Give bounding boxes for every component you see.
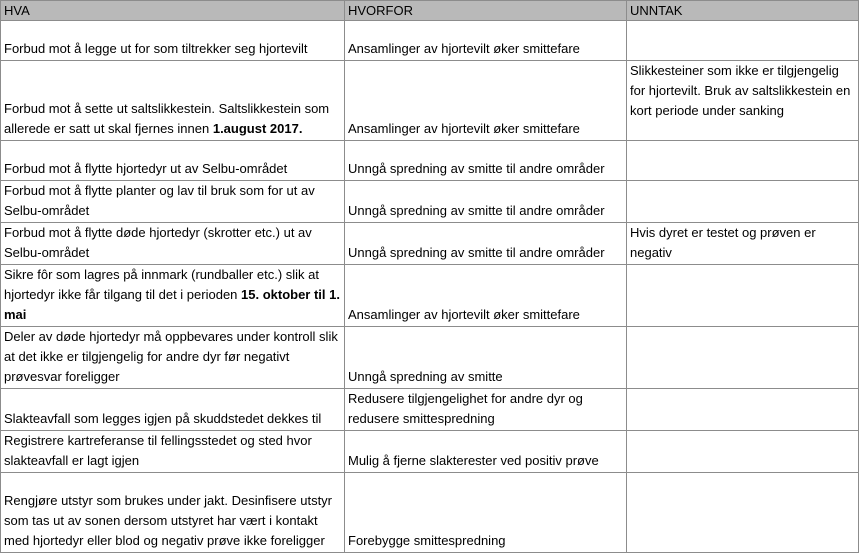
cell-hvorfor[interactable] (345, 473, 627, 553)
cell-hvorfor[interactable] (345, 265, 627, 327)
cell-text: Forebygge smittespredning (348, 533, 506, 548)
cell-text: Redusere tilgjengelighet for andre dyr og redusere smittespredning (348, 391, 583, 426)
cell-unntak[interactable] (627, 327, 859, 389)
cell-unntak[interactable] (627, 473, 859, 553)
cell-unntak[interactable] (627, 389, 859, 431)
cell-unntak[interactable] (627, 181, 859, 223)
cell-text: Forbud mot å flytte døde hjortedyr (skrotter etc.) ut av Selbu-området (4, 225, 312, 260)
cell-text: Rengjøre utstyr som brukes under jakt. Desinfisere utstyr som tas ut av sonen dersom utstyret har vært i kontakt med hjortedyr eller blod og negativ prøve ikke foreligger (4, 493, 333, 548)
table-row (1, 181, 859, 223)
cell-hva[interactable] (1, 61, 345, 141)
cell-unntak[interactable] (627, 61, 859, 141)
cell-text-bold: 15. oktober til 1. mai (4, 287, 340, 322)
cell-text: Mulig å fjerne slakterester ved positiv prøve (348, 453, 599, 468)
header-row (1, 1, 859, 21)
cell-text: Forbud mot å flytte planter og lav til bruk som for ut av Selbu-området (4, 183, 315, 218)
cell-text: Deler av døde hjortedyr må oppbevares under kontroll slik at det ikke er tilgjengelig for andre dyr før negativt prøvesvar foreligger (4, 329, 338, 384)
cell-hvorfor[interactable] (345, 431, 627, 473)
cell-unntak[interactable] (627, 431, 859, 473)
table-row (1, 223, 859, 265)
cell-hva[interactable] (1, 141, 345, 181)
cell-text: Unngå spredning av smitte (348, 369, 503, 384)
cell-text: Unngå spredning av smitte til andre områder (348, 245, 605, 260)
header-hva[interactable]: HVA (1, 1, 345, 21)
table-row (1, 21, 859, 61)
cell-hvorfor[interactable] (345, 181, 627, 223)
cell-text: Slikkesteiner som ikke er tilgjengelig for hjortevilt. Bruk av saltslikkestein en kort periode under sanking (630, 63, 851, 118)
table-row (1, 389, 859, 431)
cell-text-bold: 1.august 2017. (212, 121, 303, 136)
cell-hva[interactable] (1, 223, 345, 265)
cell-unntak[interactable] (627, 265, 859, 327)
cell-hva[interactable] (1, 265, 345, 327)
cell-text: Unngå spredning av smitte til andre områder (348, 161, 605, 176)
cell-unntak[interactable] (627, 141, 859, 181)
cell-hvorfor[interactable] (345, 389, 627, 431)
header-hvorfor[interactable]: HVORFOR (345, 1, 627, 21)
cell-hva[interactable] (1, 389, 345, 431)
cell-hva[interactable] (1, 181, 345, 223)
cell-hva[interactable] (1, 431, 345, 473)
cell-text: Slakteavfall som legges igjen på skuddstedet dekkes til (4, 411, 322, 426)
cell-text: Ansamlinger av hjortevilt øker smittefare (348, 307, 580, 322)
header-unntak[interactable]: UNNTAK (627, 1, 859, 21)
cell-text: Hvis dyret er testet og prøven er negativ (630, 225, 816, 260)
cell-text: Forbud mot å sette ut saltslikkestein. Saltslikkestein som allerede er satt ut skal fjernes innen (4, 101, 330, 136)
cell-hvorfor[interactable] (345, 327, 627, 389)
table-row (1, 327, 859, 389)
cell-hva[interactable] (1, 473, 345, 553)
cell-text: Unngå spredning av smitte til andre områder (348, 203, 605, 218)
cell-text: Forbud mot å legge ut for som tiltrekker seg hjortevilt (4, 41, 308, 56)
cell-text: Ansamlinger av hjortevilt øker smittefare (348, 121, 580, 136)
cell-text: Sikre fôr som lagres på innmark (rundballer etc.) slik at hjortedyr ikke får tilgang til det i perioden (4, 267, 320, 302)
table-row (1, 265, 859, 327)
cell-hvorfor[interactable] (345, 61, 627, 141)
cell-text: Ansamlinger av hjortevilt øker smittefare (348, 41, 580, 56)
cell-unntak[interactable] (627, 21, 859, 61)
cell-hva[interactable] (1, 21, 345, 61)
table-row (1, 473, 859, 553)
cell-hvorfor[interactable] (345, 141, 627, 181)
cell-hvorfor[interactable] (345, 223, 627, 265)
table-row (1, 141, 859, 181)
table-row (1, 431, 859, 473)
table-row (1, 61, 859, 141)
cell-hva[interactable] (1, 327, 345, 389)
cell-text: Registrere kartreferanse til fellingsstedet og sted hvor slakteavfall er lagt igjen (4, 433, 312, 468)
cell-hvorfor[interactable] (345, 21, 627, 61)
cell-unntak[interactable] (627, 223, 859, 265)
cell-text: Forbud mot å flytte hjortedyr ut av Selbu-området (4, 161, 288, 176)
